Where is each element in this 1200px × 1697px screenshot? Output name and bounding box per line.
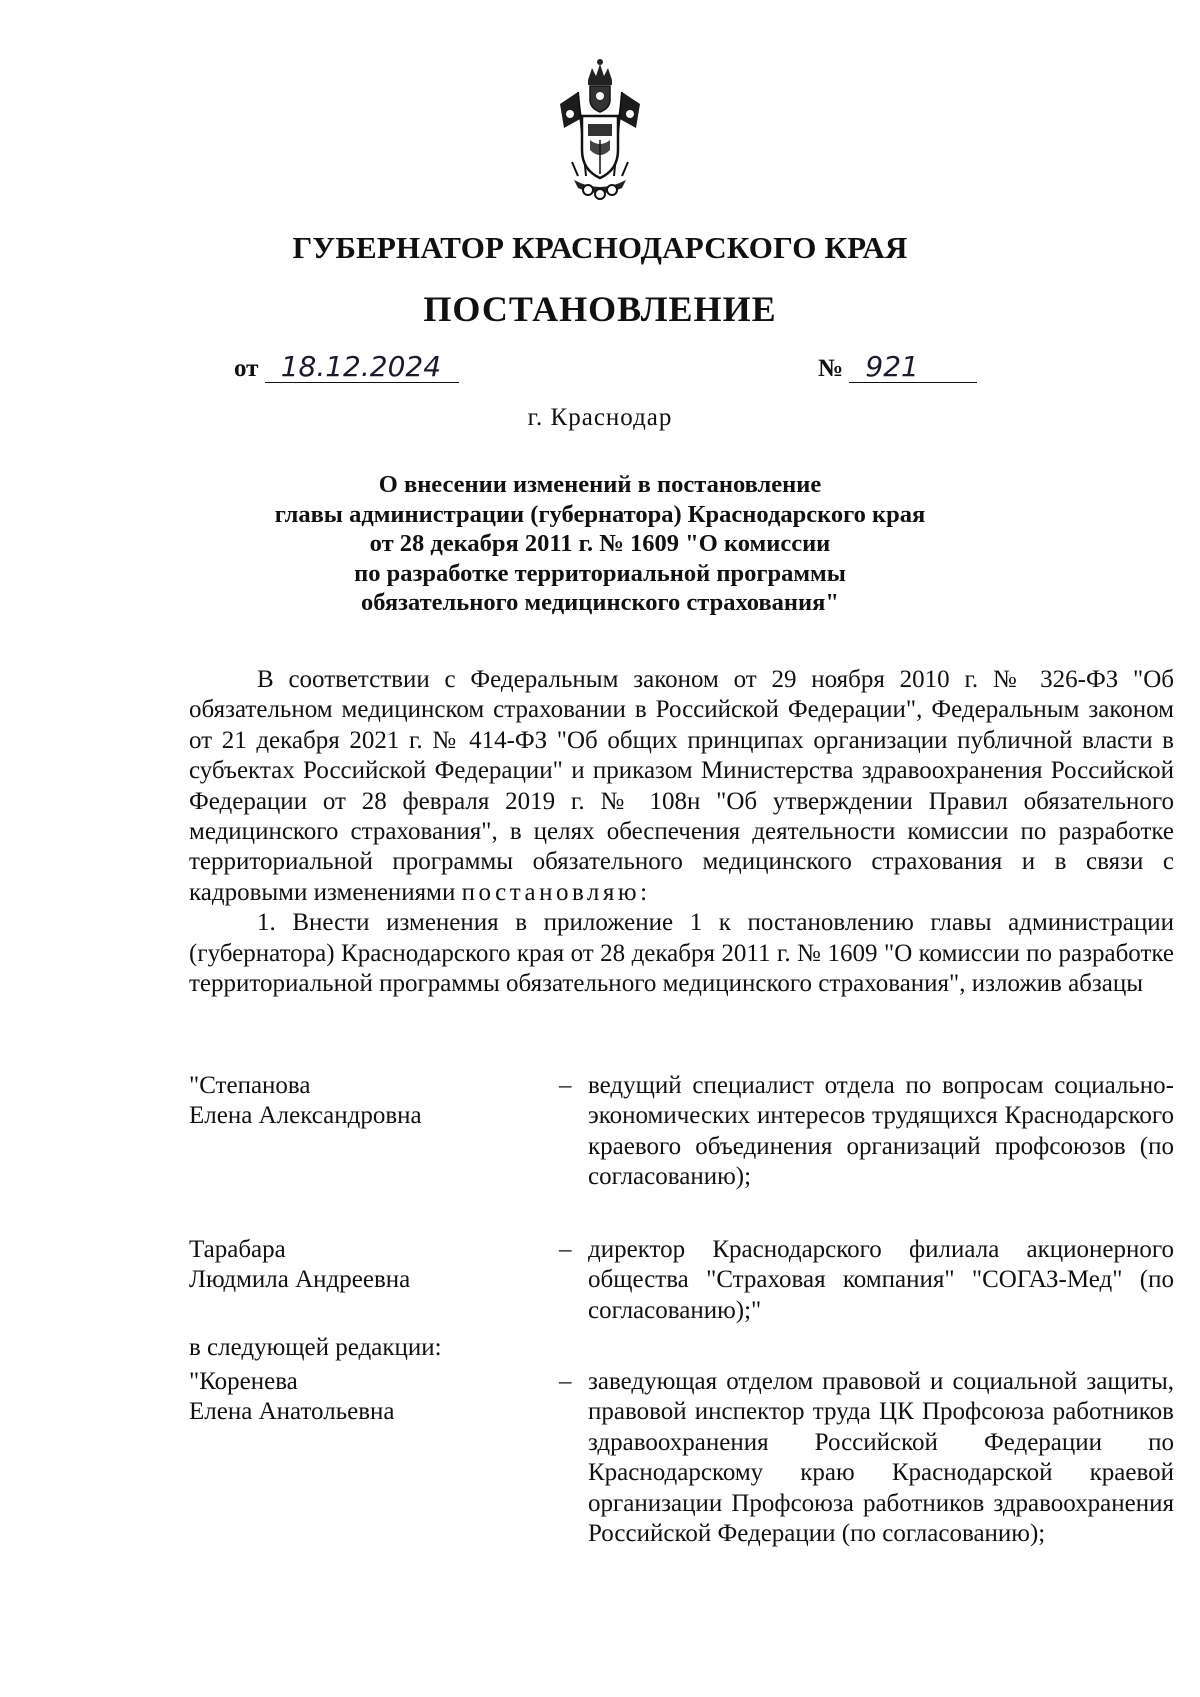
member-entry <box>189 1071 1174 1235</box>
member-surname: "Степанова <box>189 1072 311 1099</box>
member-surname: "Коренева <box>189 1368 298 1395</box>
number-prefix: № <box>818 355 844 382</box>
coat-of-arms-icon <box>548 56 652 204</box>
title-line: обязательного медицинского страхования" <box>361 589 839 616</box>
member-name <box>189 1367 549 1428</box>
document-body <box>189 665 1174 999</box>
dash: – <box>559 1368 572 1395</box>
member-entry <box>189 1367 1174 1549</box>
member-given-names: Елена Анатольевна <box>189 1398 395 1426</box>
member-role: ведущий специалист отдела по вопросам социально-экономических интересов трудящихся Краснодарского краевого объединения организаций профсоюзов (по согласованию); <box>588 1072 1174 1191</box>
decree-word: постановляю: <box>461 878 651 906</box>
title-line: О внесении изменений в постановление <box>378 471 822 498</box>
date-line <box>234 352 459 383</box>
number-line <box>818 352 977 383</box>
member-given-names: Елена Александровна <box>189 1102 422 1130</box>
item-1-paragraph: 1. Внести изменения в приложение 1 к постановлению главы администрации (губернатора) Краснодарского края от 28 декабря 2011 г. № 1609 "О комиссии по разработке территориальной программы обязательного медицинского страхования", изложив абзацы <box>189 909 1174 998</box>
member-name <box>189 1071 549 1132</box>
city: г. Краснодар <box>527 404 673 431</box>
preamble-paragraph <box>189 665 1174 908</box>
dash: – <box>559 1072 572 1099</box>
members-list <box>189 1071 1174 1549</box>
member-given-names: Людмила Андреевна <box>189 1266 411 1294</box>
title-line: от 28 декабря 2011 г. № 1609 "О комиссии <box>369 530 831 557</box>
redaction-label: в следующей редакции: <box>189 1334 442 1361</box>
member-role: заведующая отделом правовой и социальной защиты, правовой инспектор труда ЦК Профсоюза работников здравоохранения Российской Федерации по Краснодарскому краю Краснодарской краевой организации Профсоюза работников здравоохранения Российской Федерации (по согласованию); <box>588 1368 1174 1548</box>
title-line: по разработке территориальной программы <box>354 559 846 587</box>
document-type: ПОСТАНОВЛЕНИЕ <box>423 289 777 329</box>
handwritten-number: 921 <box>849 352 977 383</box>
member-entry <box>189 1235 1174 1329</box>
document-title <box>0 470 1200 618</box>
member-surname: Тарабара <box>189 1236 286 1263</box>
member-name <box>189 1235 549 1296</box>
handwritten-date: 18.12.2024 <box>265 352 459 383</box>
date-prefix: от <box>234 355 259 382</box>
issuing-authority: ГУБЕРНАТОР КРАСНОДАРСКОГО КРАЯ <box>292 230 908 265</box>
dash: – <box>559 1236 572 1263</box>
preamble-text: В соответствии с Федеральным законом от 29 ноября 2010 г. № 326-ФЗ "Об обязательном медицинском страховании в Российской Федерации", Федеральным законом от 21 декабря 2021 г. № 414-ФЗ "Об общих принципах организации публичной власти в субъектах Российской Федерации" и приказом Министерства здравоохранения Российской Федерации от 28 февраля 2019 г. № 108н "Об утверждении Правил обязательного медицинского страхования", в целях обеспечения деятельности комиссии по разработке территориальной программы обязательного медицинского страхования и в связи с кадровыми изменениями <box>189 666 1174 906</box>
member-role: директор Краснодарского филиала акционерного общества "Страховая компания" "СОГАЗ-Мед" (по согласованию);" <box>588 1236 1174 1324</box>
title-line: главы администрации (губернатора) Краснодарского края <box>274 500 926 528</box>
